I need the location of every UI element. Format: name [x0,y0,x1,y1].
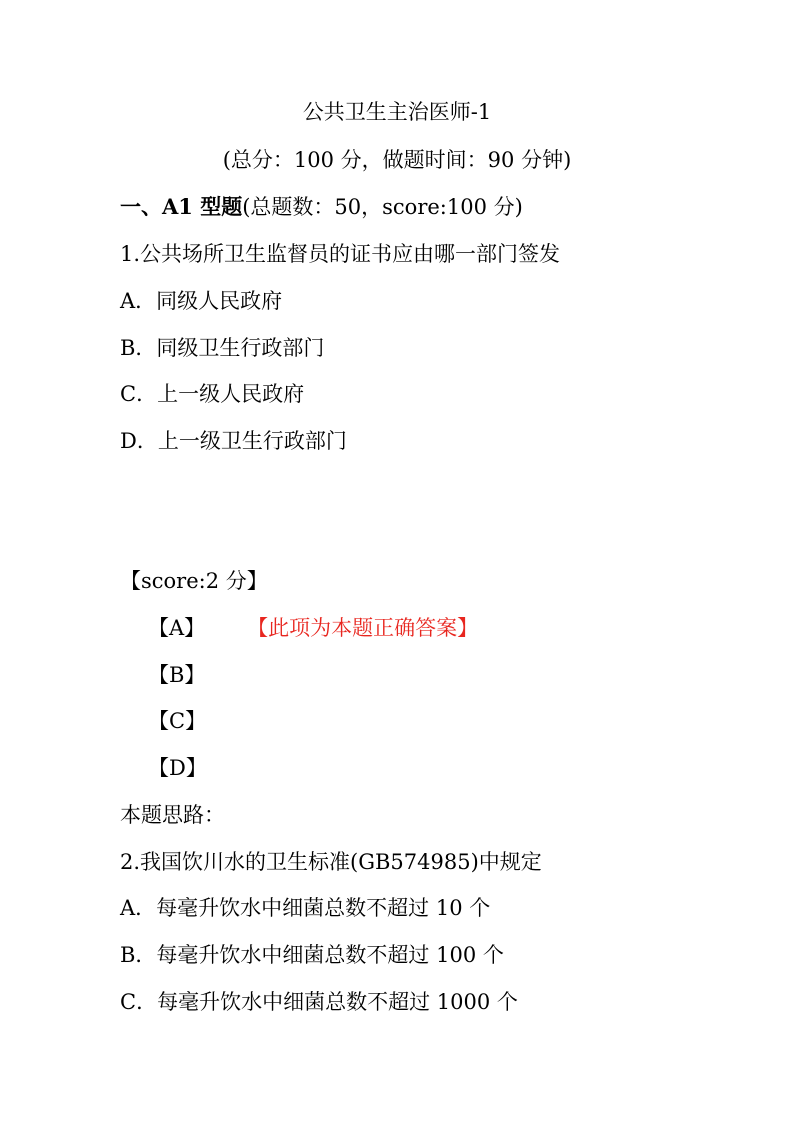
answer-label-b: 【B】 [148,663,206,687]
document-title: 公共卫生主治医师-1 [302,100,492,124]
answer-label-c: 【C】 [148,709,207,733]
question-2-option-a: A．每毫升饮水中细菌总数不超过 10 个 [120,896,491,920]
question-1-option-c: C．上一级人民政府 [120,382,305,406]
correct-answer-note: 【此项为本题正确答案】 [247,616,479,640]
question-2-option-c: C．每毫升饮水中细菌总数不超过 1000 个 [120,990,518,1014]
analysis-label: 本题思路： [120,803,225,827]
question-1-option-b: B．同级卫生行政部门 [120,336,325,360]
question-2-stem: 2.我国饮川水的卫生标准(GB574985)中规定 [120,850,542,874]
answer-label-a: 【A】 [148,616,206,640]
document-subtitle: (总分：100 分，做题时间：90 分钟) [222,148,572,172]
question-1-score: 【score:2 分】 [120,569,268,593]
question-1-option-a: A．同级人民政府 [120,289,283,313]
answer-row-a [148,614,478,642]
section-heading: 一、A1 型题 [120,194,243,219]
section-header [120,193,523,221]
question-1-option-d: D．上一级卫生行政部门 [120,429,347,453]
question-2-option-b: B．每毫升饮水中细菌总数不超过 100 个 [120,943,504,967]
question-1-stem: 1.公共场所卫生监督员的证书应由哪一部门签发 [120,242,561,266]
answer-label-d: 【D】 [148,756,207,780]
section-info: (总题数：50，score:100 分) [242,195,523,219]
